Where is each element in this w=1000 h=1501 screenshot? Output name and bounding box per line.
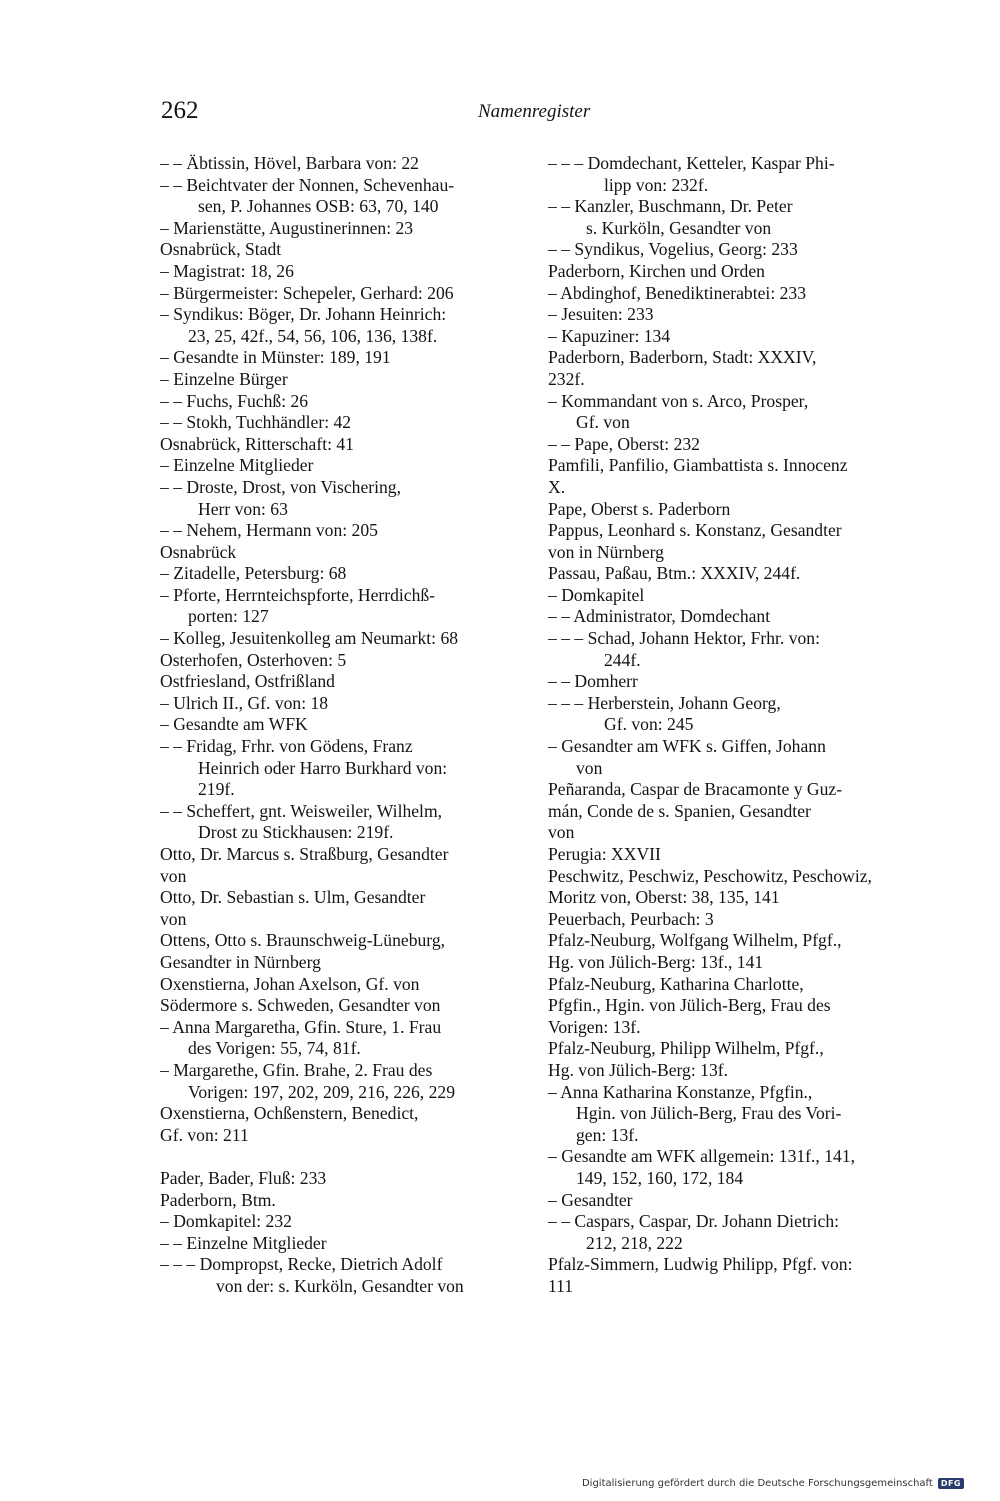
index-entry-continuation: X. (548, 476, 566, 497)
index-entry-line: Pfalz-Simmern, Ludwig Philipp, Pfgf. von: (548, 1254, 853, 1275)
index-entry (160, 671, 518, 693)
digitization-footer (582, 1478, 964, 1489)
index-entry-continuation: Gf. von: 211 (160, 1124, 249, 1145)
index-entry-line: – Gesandter (548, 1189, 633, 1210)
index-entry-line: – – – Schad, Johann Hektor, Frhr. von: (548, 628, 820, 649)
index-entry-line: – Einzelne Mitglieder (160, 455, 314, 476)
index-entry-line: – – – Dompropst, Recke, Dietrich Adolf (160, 1254, 443, 1275)
index-entry-line: Ottens, Otto s. Braunschweig-Lüneburg, (160, 930, 446, 951)
index-entry-line: – Anna Katharina Konstanze, Pfgfin., (548, 1081, 813, 1102)
index-entry-continuation: des Vorigen: 55, 74, 81f. (188, 1038, 361, 1059)
index-entry-line: Pfalz-Neuburg, Katharina Charlotte, (548, 973, 804, 994)
index-entry (160, 391, 518, 413)
index-entry-continuation: 219f. (198, 779, 235, 800)
index-entry-continuation: Herr von: 63 (198, 498, 288, 519)
index-entry-continuation: von (160, 908, 187, 929)
index-entry (160, 434, 518, 456)
running-head: Namenregister (478, 101, 591, 122)
index-entry-continuation: 23, 25, 42f., 54, 56, 106, 136, 138f. (188, 325, 438, 346)
index-entry (160, 520, 518, 542)
index-entry-continuation: s. Kurköln, Gesandter von (586, 217, 772, 238)
index-entry-continuation: Hg. von Jülich-Berg: 13f., 141 (548, 951, 764, 972)
index-entry-continuation: mán, Conde de s. Spanien, Gesandter (548, 800, 811, 821)
index-entry (160, 1017, 518, 1060)
index-entry-line: – Einzelne Bürger (160, 368, 288, 389)
index-entry-line: – Kapuziner: 134 (548, 325, 671, 346)
index-entry-line: – – Scheffert, gnt. Weisweiler, Wilhelm, (160, 800, 443, 821)
index-entry-line: – – Droste, Drost, von Vischering, (160, 476, 401, 497)
index-entry (160, 714, 518, 736)
index-entry-continuation: Gf. von (576, 412, 630, 433)
index-entry (160, 283, 518, 305)
index-entry (160, 1168, 518, 1190)
index-entry-continuation: von (160, 865, 187, 886)
index-entry-continuation: Vorigen: 197, 202, 209, 216, 226, 229 (188, 1081, 455, 1102)
index-entry-continuation: 212, 218, 222 (586, 1232, 683, 1253)
index-entry (160, 304, 518, 347)
index-entry (548, 434, 906, 456)
index-entry-line: – Gesandter am WFK s. Giffen, Johann (548, 736, 826, 757)
index-entry-line: Oxenstierna, Johan Axelson, Gf. von (160, 973, 420, 994)
index-entry-line: – – Pape, Oberst: 232 (548, 433, 700, 454)
index-entry (548, 1146, 906, 1189)
index-entry (548, 347, 906, 390)
index-entry (160, 153, 518, 175)
index-entry-line: – Bürgermeister: Schepeler, Gerhard: 206 (160, 282, 454, 303)
index-entry-line: – Domkapitel: 232 (160, 1211, 292, 1232)
index-entry (160, 369, 518, 391)
index-entry (548, 909, 906, 931)
index-entry-line: – – Fuchs, Fuchß: 26 (160, 390, 309, 411)
index-entry (160, 542, 518, 564)
index-entry-continuation: Gesandter in Nürnberg (160, 951, 321, 972)
index-entry-line: Osnabrück (160, 541, 237, 562)
index-entry (160, 218, 518, 240)
index-entry-continuation: sen, P. Johannes OSB: 63, 70, 140 (198, 196, 439, 217)
index-entry-line: – – Fridag, Frhr. von Gödens, Franz (160, 736, 413, 757)
index-entry-line: Paderborn, Btm. (160, 1189, 276, 1210)
index-entry-line: – Marienstätte, Augustinerinnen: 23 (160, 217, 414, 238)
index-entry-continuation: Hgin. von Jülich-Berg, Frau des Vori- (576, 1103, 842, 1124)
index-entry-continuation: von in Nürnberg (548, 541, 664, 562)
index-entry-line: Osnabrück, Ritterschaft: 41 (160, 433, 354, 454)
index-entry-line: Pape, Oberst s. Paderborn (548, 498, 731, 519)
index-entry-line: Osterhofen, Osterhoven: 5 (160, 649, 347, 670)
index-entry-continuation: Gf. von: 245 (604, 714, 694, 735)
index-entry-continuation: Drost zu Stickhausen: 219f. (198, 822, 394, 843)
index-entry-line: – – Administrator, Domdechant (548, 606, 771, 627)
index-entry (548, 844, 906, 866)
index-entry-line: – Magistrat: 18, 26 (160, 260, 294, 281)
index-entry (548, 628, 906, 671)
index-entry (548, 1190, 906, 1212)
index-entry-line: – – – Domdechant, Ketteler, Kaspar Phi- (548, 153, 835, 173)
index-entry (160, 974, 518, 1017)
index-entry (160, 412, 518, 434)
index-entry-line: Paderborn, Kirchen und Orden (548, 260, 765, 281)
index-entry-line: Pfalz-Neuburg, Philipp Wilhelm, Pfgf., (548, 1038, 824, 1059)
index-entry-line: Osnabrück, Stadt (160, 239, 282, 260)
index-entry-line: Pappus, Leonhard s. Konstanz, Gesandter (548, 520, 842, 541)
index-entry-line: Peschwitz, Peschwiz, Peschowitz, Peschowiz, (548, 865, 872, 886)
index-entry-line: – – Äbtissin, Hövel, Barbara von: 22 (160, 153, 419, 173)
index-entry-continuation: Vorigen: 13f. (548, 1016, 641, 1037)
index-entry-continuation: Pfgfin., Hgin. von Jülich-Berg, Frau des (548, 995, 831, 1016)
index-entry-line: – Kolleg, Jesuitenkolleg am Neumarkt: 68 (160, 628, 459, 649)
index-entry-line: – Abdinghof, Benediktinerabtei: 233 (548, 282, 806, 303)
index-entry-line: – – Syndikus, Vogelius, Georg: 233 (548, 239, 798, 260)
index-entry-line: Otto, Dr. Marcus s. Straßburg, Gesandter (160, 844, 449, 864)
index-entry-line: Paderborn, Baderborn, Stadt: XXXIV, (548, 347, 817, 368)
index-entry (160, 1103, 518, 1146)
index-entry-line: Otto, Dr. Sebastian s. Ulm, Gesandter (160, 887, 426, 908)
dfg-logo-icon: DFG (938, 1478, 964, 1489)
entry-gap (160, 1146, 518, 1168)
index-entry-line: Pfalz-Neuburg, Wolfgang Wilhelm, Pfgf., (548, 930, 842, 951)
index-entry-line: – Gesandte am WFK (160, 714, 308, 735)
index-entry (160, 844, 518, 887)
index-entry-continuation: porten: 127 (188, 606, 269, 627)
index-entry-line: Peñaranda, Caspar de Bracamonte y Guz- (548, 779, 843, 800)
index-entry-continuation: von der: s. Kurköln, Gesandter von (216, 1275, 464, 1296)
index-entry (160, 1060, 518, 1103)
index-entry-line: – Syndikus: Böger, Dr. Johann Heinrich: (160, 304, 447, 325)
index-entry (548, 499, 906, 521)
index-entry (548, 455, 906, 498)
index-entry (548, 779, 906, 844)
index-entry (548, 1038, 906, 1081)
index-entry (160, 585, 518, 628)
index-entry-line: – Gesandte am WFK allgemein: 131f., 141, (548, 1146, 856, 1167)
index-column-left (160, 153, 518, 1297)
index-entry (548, 520, 906, 563)
index-entry (160, 1254, 518, 1297)
index-entry-line: – – Beichtvater der Nonnen, Schevenhau- (160, 174, 455, 195)
index-entry (160, 1233, 518, 1255)
index-entry-line: – Margarethe, Gfin. Brahe, 2. Frau des (160, 1059, 433, 1080)
index-entry-line: – Pforte, Herrnteichspforte, Herrdichß- (160, 584, 436, 605)
index-entry-line: Oxenstierna, Ochßenstern, Benedict, (160, 1103, 419, 1124)
index-entry (548, 563, 906, 585)
index-entry-line: – – Caspars, Caspar, Dr. Johann Dietrich: (548, 1211, 840, 1232)
index-entry-continuation: 111 (548, 1275, 574, 1296)
index-entry (548, 391, 906, 434)
index-entry (548, 1211, 906, 1254)
index-entry-continuation: Moritz von, Oberst: 38, 135, 141 (548, 887, 780, 908)
index-entry-line: Passau, Paßau, Btm.: XXXIV, 244f. (548, 563, 801, 584)
index-entry-continuation: lipp von: 232f. (604, 174, 709, 195)
index-entry (160, 347, 518, 369)
index-entry (548, 693, 906, 736)
index-entry-line: Pader, Bader, Fluß: 233 (160, 1167, 327, 1188)
index-entry-continuation: 232f. (548, 368, 585, 389)
index-entry (548, 153, 906, 196)
index-entry (548, 326, 906, 348)
index-entry-line: – Gesandte in Münster: 189, 191 (160, 347, 391, 368)
index-entry (160, 887, 518, 930)
index-entry (548, 239, 906, 261)
index-entry (548, 585, 906, 607)
index-entry (160, 650, 518, 672)
index-entry (160, 239, 518, 261)
index-entry-continuation: von (548, 822, 575, 843)
footer-text: Digitalisierung gefördert durch die Deutsche Forschungsgemeinschaft (581, 1478, 933, 1489)
index-entry-line: – – Kanzler, Buschmann, Dr. Peter (548, 196, 793, 217)
index-entry-line: Peuerbach, Peurbach: 3 (548, 908, 714, 929)
index-entry (160, 693, 518, 715)
page-number: 262 (161, 97, 199, 124)
index-entry-line: Ostfriesland, Ostfrißland (160, 671, 335, 692)
index-entry-line: – Zitadelle, Petersburg: 68 (160, 563, 347, 584)
index-entry (160, 628, 518, 650)
index-entry (160, 801, 518, 844)
index-entry-continuation: Hg. von Jülich-Berg: 13f. (548, 1059, 728, 1080)
index-entry (548, 196, 906, 239)
index-entry (548, 304, 906, 326)
index-entry-line: – Domkapitel (548, 584, 645, 605)
index-entry-line: – Kommandant von s. Arco, Prosper, (548, 390, 809, 411)
index-entry-line: – Anna Margaretha, Gfin. Sture, 1. Frau (160, 1016, 442, 1037)
index-entry (548, 283, 906, 305)
index-entry (160, 563, 518, 585)
index-entry (160, 455, 518, 477)
index-entry (548, 606, 906, 628)
index-entry (160, 477, 518, 520)
index-entry (548, 974, 906, 1039)
index-entry-continuation: Södermore s. Schweden, Gesandter von (160, 995, 441, 1016)
index-entry-line: – – – Herberstein, Johann Georg, (548, 692, 781, 713)
index-entry-line: – Jesuiten: 233 (548, 304, 654, 325)
index-entry (160, 1211, 518, 1233)
index-entry (160, 175, 518, 218)
index-entry (548, 736, 906, 779)
index-entry (548, 866, 906, 909)
index-entry-line: – Ulrich II., Gf. von: 18 (160, 692, 329, 713)
index-entry (548, 930, 906, 973)
index-entry-line: – – Stokh, Tuchhändler: 42 (160, 412, 352, 433)
index-entry (160, 1190, 518, 1212)
index-entry (160, 261, 518, 283)
index-entry (548, 671, 906, 693)
index-entry (160, 736, 518, 801)
index-column-right (548, 153, 906, 1297)
index-entry-continuation: gen: 13f. (576, 1124, 639, 1145)
index-entry (160, 930, 518, 973)
index-entry-line: – – Einzelne Mitglieder (160, 1232, 327, 1253)
index-entry-line: – – Nehem, Hermann von: 205 (160, 520, 378, 541)
index-entry (548, 1082, 906, 1147)
index-entry-continuation: 149, 152, 160, 172, 184 (576, 1167, 744, 1188)
index-entry-continuation: von (576, 757, 603, 778)
index-entry-continuation: Heinrich oder Harro Burkhard von: (198, 757, 448, 778)
index-entry-line: Pamfili, Panfilio, Giambattista s. Innocenz (548, 455, 848, 476)
index-entry-continuation: 244f. (604, 649, 641, 670)
index-entry (548, 261, 906, 283)
index-entry (548, 1254, 906, 1297)
index-entry-line: – – Domherr (548, 671, 638, 692)
index-entry-line: Perugia: XXVII (548, 844, 661, 864)
